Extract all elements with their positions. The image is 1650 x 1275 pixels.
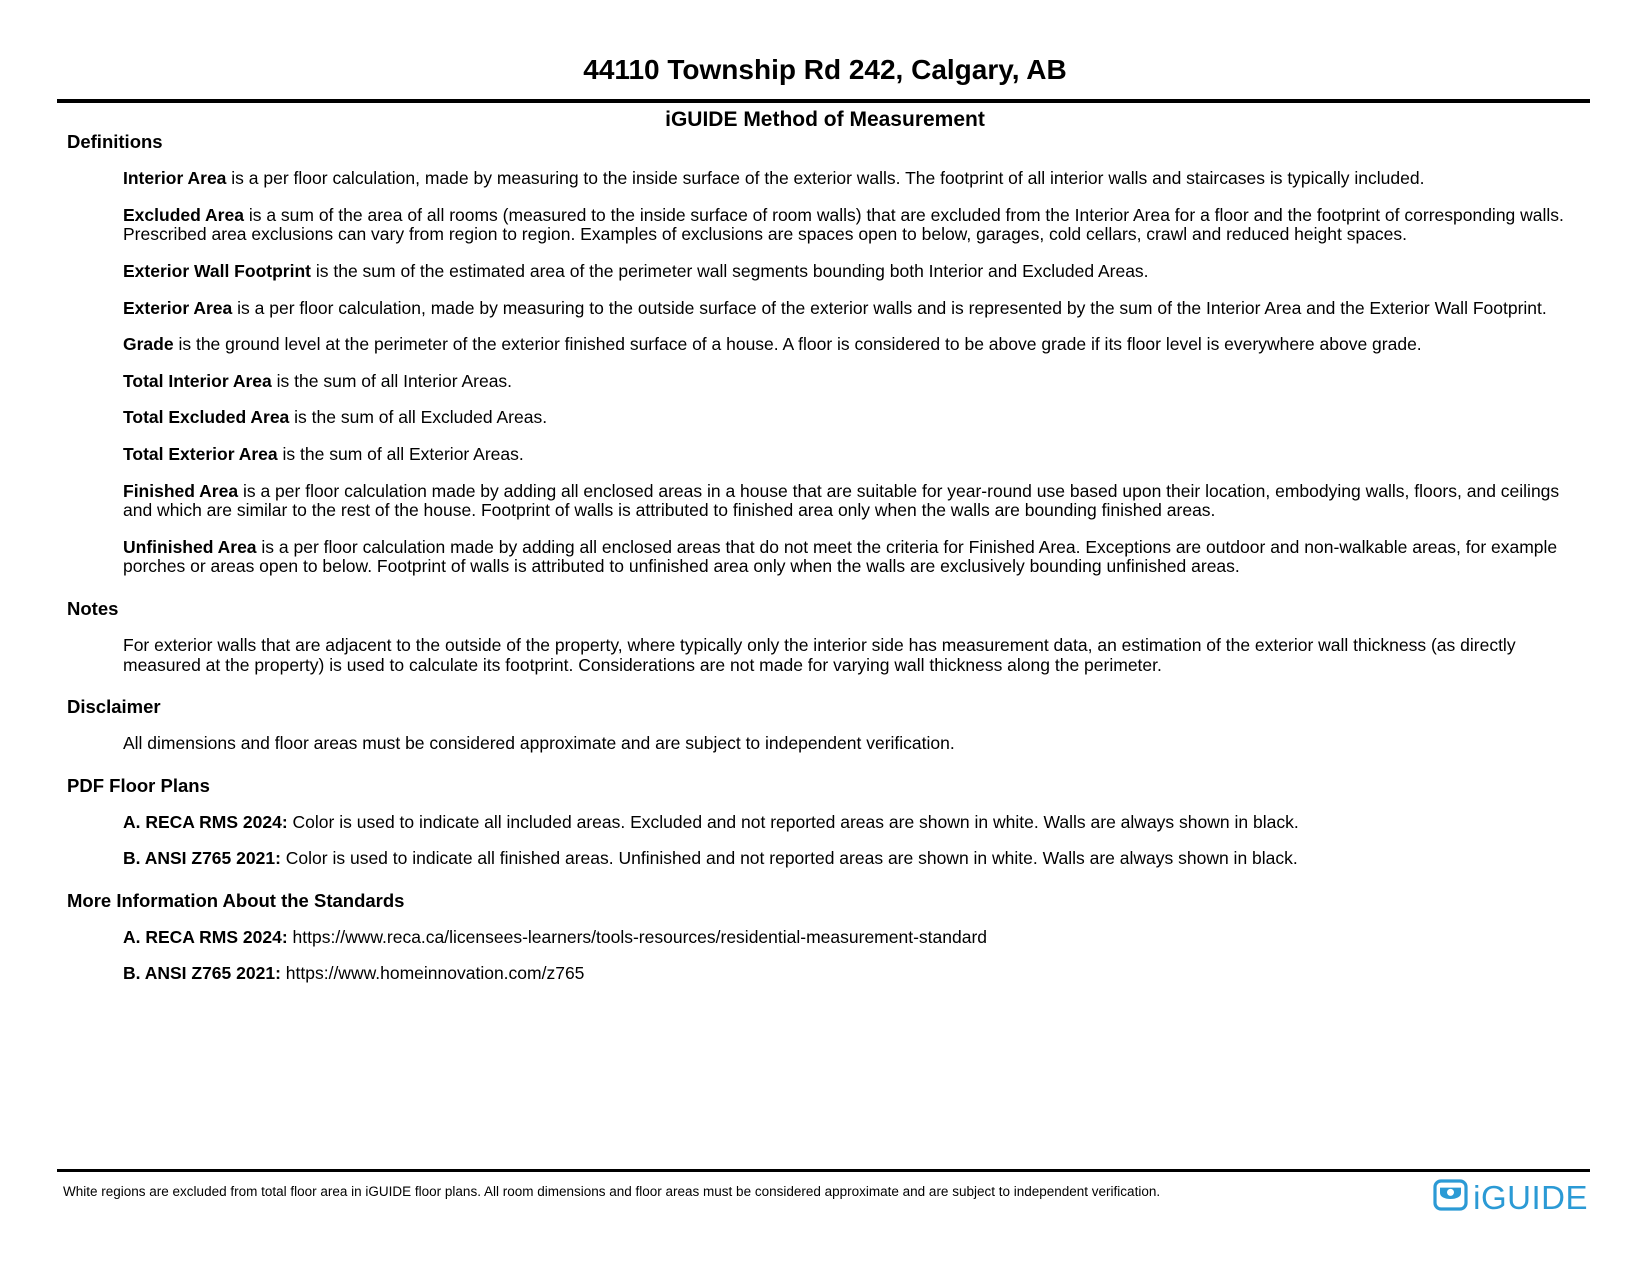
definition-term: Unfinished Area (123, 536, 257, 557)
definition-text: is a per floor calculation, made by measuring to the outside surface of the exterior walls and is represented by the sum of the Interior Area and the Exterior Wall Footprint. (237, 297, 1547, 318)
definition-text: is a sum of the area of all rooms (measured to the inside surface of room walls) that are excluded from the Interior Area for a floor and the footprint of corresponding walls. Prescribed area exclusions can vary from region to region. Examples of exclusions are spaces open to below, garages, cold cellars, crawl and reduced height spaces. (123, 204, 1564, 245)
definition-term: Exterior Wall Footprint (123, 260, 311, 281)
definition-term: Total Excluded Area (123, 407, 290, 428)
notes-heading: Notes (67, 597, 119, 619)
page-subtitle: iGUIDE Method of Measurement (665, 108, 985, 132)
more-information-heading: More Information About the Standards (67, 889, 405, 911)
standard-label: B. ANSI Z765 2021: (123, 848, 281, 869)
definition-term: Exterior Area (123, 297, 233, 318)
standard-label: A. RECA RMS 2024: (123, 811, 288, 832)
definition-term: Finished Area (123, 480, 239, 501)
standard-text: Color is used to indicate all included areas. Excluded and not reported areas are shown in white. Walls are always shown in black. (292, 811, 1299, 832)
footer-disclaimer-note: White regions are excluded from total floor area in iGUIDE floor plans. All room dimensions and floor areas must be considered approximate and are subject to independent verification. (63, 1184, 1161, 1199)
definition-text: is the ground level at the perimeter of the exterior finished surface of a house. A floor is considered to be above grade if its floor level is everywhere above grade. (178, 334, 1422, 355)
pdf-standard-reca (123, 813, 1593, 833)
definition-term: Total Exterior Area (123, 443, 278, 464)
more-info-reca (123, 928, 1593, 948)
definition-total-exterior-area (123, 445, 1593, 465)
definition-text: is the sum of the estimated area of the perimeter wall segments bounding both Interior and Excluded Areas. (315, 260, 1149, 281)
definition-total-interior-area (123, 372, 1593, 392)
definition-exterior-wall-footprint (123, 262, 1593, 282)
definition-term: Grade (123, 334, 174, 355)
definition-text: is the sum of all Exterior Areas. (282, 443, 524, 464)
definition-text: is the sum of all Excluded Areas. (294, 407, 548, 428)
header-divider (57, 99, 1590, 103)
definition-unfinished-area (123, 538, 1593, 577)
definition-text: is a per floor calculation, made by measuring to the inside surface of the exterior walls. The footprint of all interior walls and staircases is typically included. (231, 168, 1425, 189)
definition-excluded-area (123, 206, 1593, 245)
iguide-logo (1433, 1179, 1588, 1216)
definition-grade (123, 335, 1593, 355)
definition-finished-area (123, 482, 1593, 521)
iguide-logo-text: iGUIDE (1473, 1179, 1588, 1216)
ansi-standard-url[interactable]: https://www.homeinnovation.com/z765 (285, 963, 585, 984)
definition-term: Total Interior Area (123, 370, 272, 391)
pdf-floor-plans-heading: PDF Floor Plans (67, 774, 210, 796)
standard-text: Color is used to indicate all finished areas. Unfinished and not reported areas are shown in white. Walls are always shown in black. (285, 848, 1298, 869)
notes-paragraph: For exterior walls that are adjacent to the outside of the property, where typically only the interior side has measurement data, an estimation of the exterior wall thickness (as directly measured at the property) is used to calculate its footprint. Considerations are not made for varying wall thickness along the perimeter. (123, 634, 1516, 675)
definition-text: is a per floor calculation made by adding all enclosed areas that do not meet the criteria for Finished Area. Exceptions are outdoor and non-walkable areas, for example porches or areas open to below. Footprint of walls is attributed to unfinished area only when the walls are exclusively bounding unfinished areas. (123, 536, 1558, 577)
definition-total-excluded-area (123, 408, 1593, 428)
iguide-camera-icon (1433, 1179, 1468, 1216)
document-body (67, 131, 1593, 984)
definition-term: Interior Area (123, 168, 227, 189)
standard-label: B. ANSI Z765 2021: (123, 963, 281, 984)
definition-term: Excluded Area (123, 204, 244, 225)
disclaimer-paragraph: All dimensions and floor areas must be considered approximate and are subject to independent verification. (123, 733, 955, 754)
disclaimer-heading: Disclaimer (67, 696, 161, 718)
footer-divider (57, 1169, 1590, 1172)
standard-label: A. RECA RMS 2024: (123, 926, 288, 947)
definitions-heading: Definitions (67, 131, 163, 153)
reca-standard-url[interactable]: https://www.reca.ca/licensees-learners/tools-resources/residential-measurement-standard (292, 926, 988, 947)
definition-interior-area (123, 169, 1593, 189)
definition-exterior-area (123, 299, 1593, 319)
pdf-standard-ansi (123, 849, 1593, 869)
more-info-ansi (123, 964, 1593, 984)
definition-text: is the sum of all Interior Areas. (276, 370, 513, 391)
property-address-title: 44110 Township Rd 242, Calgary, AB (583, 54, 1067, 85)
definition-text: is a per floor calculation made by adding all enclosed areas in a house that are suitable for year-round use based upon their location, embodying walls, floors, and ceilings and which are similar to the rest of the house. Footprint of walls is attributed to finished area only when the walls are bounding finished areas. (123, 480, 1560, 521)
